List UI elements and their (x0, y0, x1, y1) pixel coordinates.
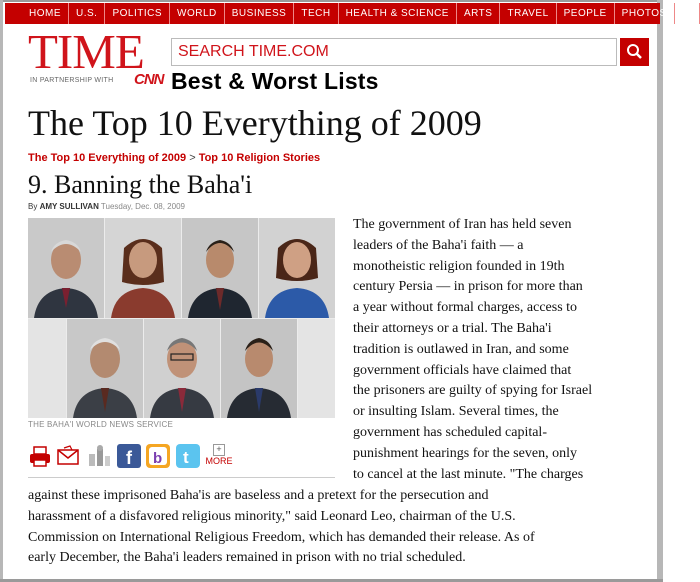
cnn-logo[interactable]: CNN (134, 71, 164, 88)
print-icon[interactable] (28, 444, 52, 473)
body-line: punishment hearings for the seven, only (353, 445, 577, 461)
more-share-button[interactable] (204, 444, 234, 466)
nav-health-science[interactable]: HEALTH & SCIENCE (339, 3, 457, 24)
body-line: the prisoners are guilty of spying for Israel (353, 383, 593, 399)
twitter-glyph: t (183, 448, 189, 467)
page-title: The Top 10 Everything of 2009 (28, 103, 482, 143)
body-line: a year without formal charges, access to (353, 300, 578, 316)
search-input[interactable] (172, 39, 616, 65)
breadcrumb-separator: > (189, 152, 196, 164)
search-button[interactable] (620, 38, 649, 66)
buzz-icon[interactable] (146, 444, 170, 473)
body-line: government has scheduled capital- (353, 424, 547, 440)
article-title: 9. Banning the Baha'i (28, 170, 253, 199)
nav-photos[interactable]: PHOTOS (615, 3, 675, 24)
body-line: leaders of the Baha'i faith — a (353, 237, 524, 253)
section-title: Best & Worst Lists (171, 68, 379, 94)
search-icon (626, 43, 643, 60)
body-line: against these imprisoned Baha'is are baseless and a pretext for the persecution and (28, 488, 489, 503)
portraits-image (28, 218, 335, 418)
share-icon[interactable] (86, 444, 112, 473)
author-link[interactable]: AMY SULLIVAN (39, 202, 99, 211)
body-line: The government of Iran has held seven (353, 217, 572, 232)
facebook-glyph: f (126, 448, 132, 468)
breadcrumb-link-religion[interactable]: Top 10 Religion Stories (198, 152, 321, 164)
twitter-icon[interactable] (176, 444, 200, 473)
more-label: MORE (205, 456, 233, 466)
article-photo (28, 218, 335, 418)
search-box (171, 38, 617, 66)
photo-credit: THE BAHA'I WORLD NEWS SERVICE (28, 420, 173, 429)
body-line: their attorneys or a trial. The Baha'i (353, 320, 552, 336)
nav-tech[interactable]: TECH (294, 3, 338, 24)
body-line: monotheistic religion founded in 19th (353, 258, 565, 274)
nav-travel[interactable]: TRAVEL (500, 3, 556, 24)
email-icon[interactable] (56, 444, 80, 473)
nav-people[interactable]: PEOPLE (557, 3, 615, 24)
nav-home[interactable]: HOME (5, 3, 69, 24)
body-line: Commission on International Religious Freedom, which has demanded their release. As of (28, 529, 535, 545)
article-body-full (28, 486, 648, 569)
breadcrumb (28, 152, 320, 164)
nav-business[interactable]: BUSINESS (225, 3, 295, 24)
body-line: early December, the Baha'i leaders remained in prison with no trial scheduled. (28, 550, 466, 566)
nav-us[interactable]: U.S. (69, 3, 105, 24)
article-body-column (353, 215, 643, 485)
byline (28, 202, 185, 211)
share-divider (28, 477, 335, 478)
body-line: century Persia — in prison for more than (353, 279, 583, 295)
facebook-icon[interactable] (117, 444, 141, 473)
top-navigation (5, 3, 693, 24)
article-date: Tuesday, Dec. 08, 2009 (100, 202, 185, 211)
body-line: government officials have claimed that (353, 362, 572, 378)
nav-world[interactable]: WORLD (170, 3, 225, 24)
body-line: or insulting Islam. Several times, the (353, 404, 559, 420)
byline-prefix: By (28, 202, 38, 211)
body-line: to cancel at the last minute. "The charges (353, 466, 584, 482)
buzz-glyph: b (153, 450, 163, 467)
breadcrumb-link-top10[interactable]: The Top 10 Everything of 2009 (28, 152, 187, 164)
body-line: tradition is outlawed in Iran, and some (353, 341, 569, 357)
body-line: harassment of a disfavored religious minority," said Leonard Leo, chairman of the U.S. (28, 508, 516, 524)
time-logo[interactable]: TIME (28, 24, 144, 79)
nav-arts[interactable]: ARTS (457, 3, 501, 24)
share-toolbar (28, 444, 335, 474)
nav-video[interactable]: VI (675, 3, 700, 24)
plus-icon: + (213, 444, 225, 456)
nav-politics[interactable]: POLITICS (105, 3, 170, 24)
partner-label: IN PARTNERSHIP WITH (30, 77, 114, 84)
